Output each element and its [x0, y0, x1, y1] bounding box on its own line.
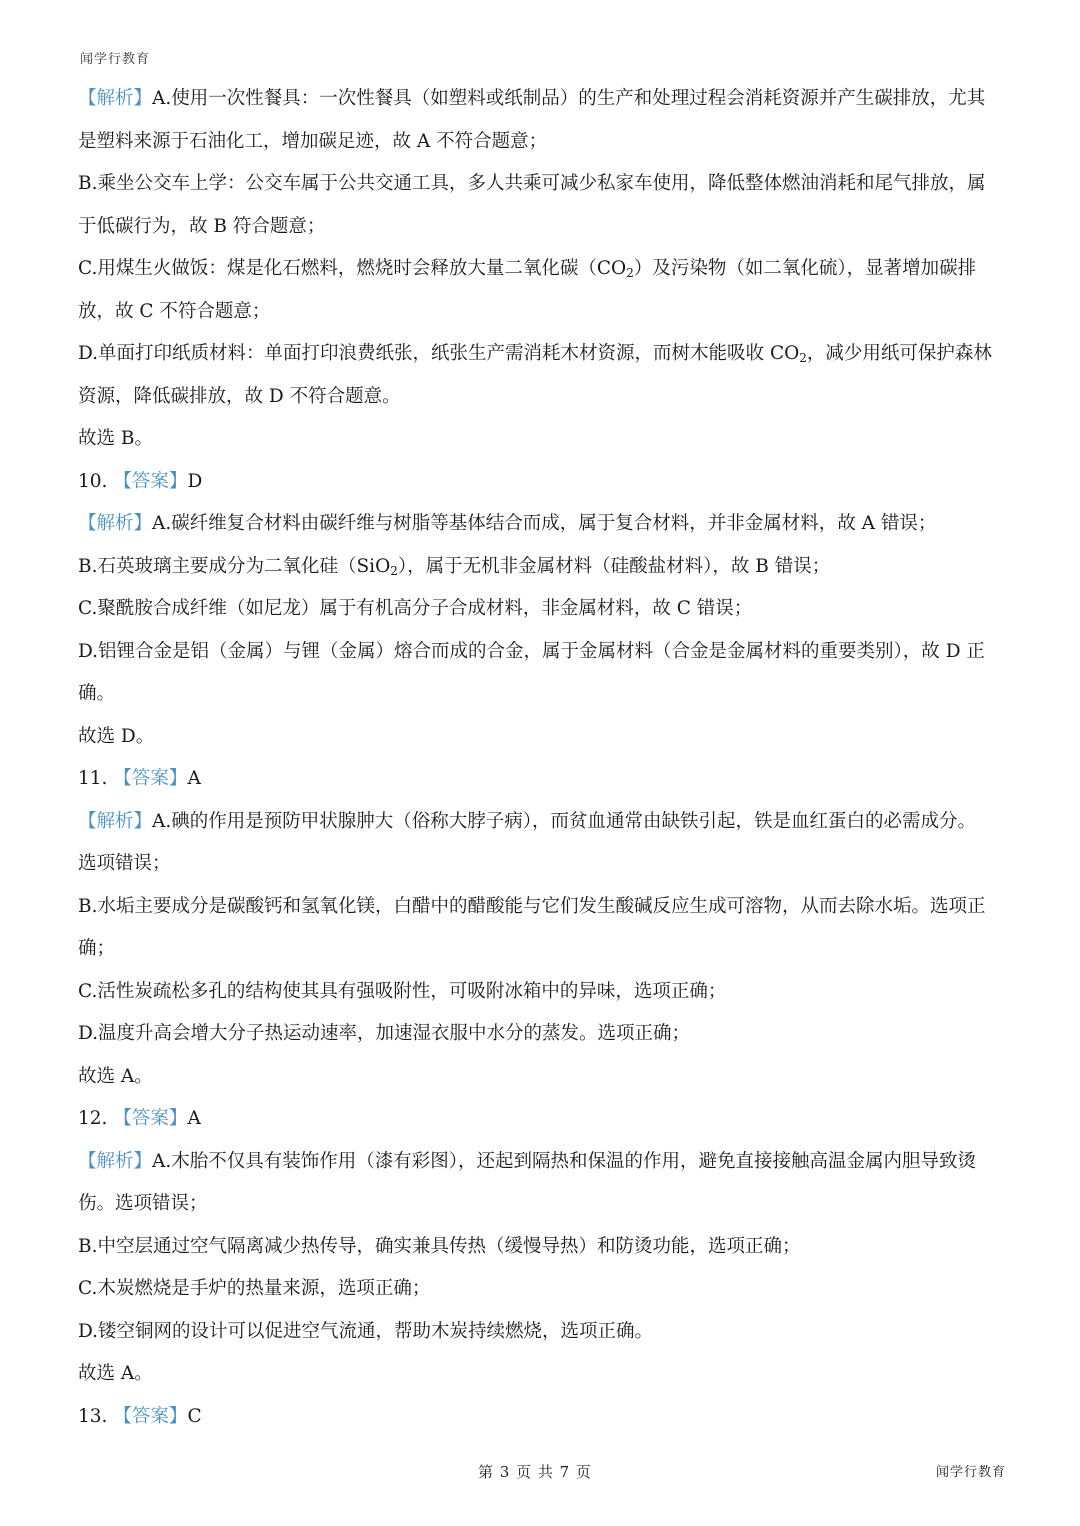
analysis-line [78, 78, 1006, 121]
text-segment: A [187, 768, 201, 789]
header-brand: 闻学行教育 [80, 52, 151, 67]
answer-line [78, 461, 1006, 504]
analysis-line: 于低碳行为，故 B 符合题意； [78, 215, 326, 237]
text-segment: 13. [78, 1405, 108, 1427]
conclusion: 故选 A。 [78, 1363, 153, 1384]
analysis-line: 资源，降低碳排放，故 D 不符合题意。 [78, 385, 401, 407]
analysis-line: 放，故 C 不符合题意； [78, 300, 271, 322]
footer-brand: 闻学行教育 [936, 1465, 1007, 1480]
analysis-line: D.温度升高会增大分子热运动速率，加速湿衣服中水分的蒸发。选项正确； [78, 1023, 691, 1044]
text-segment: C [187, 1405, 202, 1427]
text-segment: ，减少用纸可保护森林 [806, 343, 992, 364]
answer-tag: 【答案】 [113, 1108, 188, 1129]
analysis-line [78, 801, 1006, 844]
page-number: 第 3 页 共 7 页 [478, 1463, 592, 1481]
text-segment: A.使用一次性餐具：一次性餐具（如塑料或纸制品）的生产和处理过程会消耗资源并产生碳排放，尤其 [152, 88, 986, 109]
analysis-line: B.中空层通过空气隔离减少热传导，确实兼具传热（缓慢导热）和防烫功能，选项正确； [78, 1235, 801, 1257]
answer-line [78, 1396, 1006, 1439]
text-segment: A.木胎不仅具有装饰作用（漆有彩图），还起到隔热和保温的作用，避免直接接触高温金属内胆导致烫 [152, 1150, 977, 1172]
subscript: 2 [799, 351, 807, 365]
analysis-line [78, 546, 1006, 589]
text-segment: D [187, 470, 203, 492]
analysis-line: 伤。选项错误； [78, 1193, 208, 1214]
analysis-line: D.铝锂合金是铝（金属）与锂（金属）熔合而成的合金，属于金属材料（合金是金属材料的重要类别），故 D 正 [78, 640, 985, 662]
text-segment: A.碘的作用是预防甲状腺肿大（俗称大脖子病），而贫血通常由缺铁引起，铁是血红蛋白的必需成分。 [152, 810, 977, 832]
subscript: 2 [390, 563, 398, 578]
analysis-line: B.水垢主要成分是碳酸钙和氢氧化镁，白醋中的醋酸能与它们发生酸碱反应生成可溶物，从而去除水垢。选项正 [78, 895, 986, 917]
analysis-line: C.聚酰胺合成纤维（如尼龙）属于有机高分子合成材料，非金属材料，故 C 错误； [78, 598, 753, 619]
analysis-tag: 【解析】 [78, 88, 153, 109]
conclusion: 故选 B。 [78, 428, 153, 449]
text-segment: 11. [78, 768, 108, 789]
analysis-line [78, 248, 1006, 291]
answer-tag: 【答案】 [113, 1405, 188, 1427]
answer-tag: 【答案】 [113, 470, 188, 492]
subscript: 2 [626, 266, 634, 280]
analysis-tag: 【解析】 [78, 810, 153, 832]
analysis-line [78, 333, 1006, 376]
text-segment: ）及污染物（如二氧化硫），显著增加碳排 [633, 258, 977, 279]
analysis-line: D.镂空铜网的设计可以促进空气流通，帮助木炭持续燃烧，选项正确。 [78, 1320, 654, 1342]
conclusion: 故选 D。 [78, 725, 155, 747]
answer-line [78, 1098, 1006, 1141]
analysis-line: C.活性炭疏松多孔的结构使其具有强吸附性，可吸附冰箱中的异味，选项正确； [78, 980, 727, 1002]
text-segment: 10. [78, 470, 108, 492]
analysis-line: 是塑料来源于石油化工，增加碳足迹，故 A 不符合题意； [78, 130, 548, 152]
analysis-tag: 【解析】 [78, 513, 153, 534]
analysis-line: 选项错误； [78, 853, 171, 874]
analysis-line: B.乘坐公交车上学：公交车属于公共交通工具，多人共乘可减少私家车使用，降低整体燃油消耗和尾气排放，属 [78, 173, 986, 194]
document-body [78, 78, 1006, 1438]
conclusion: 故选 A。 [78, 1065, 153, 1087]
text-segment: A [187, 1108, 201, 1129]
text-segment: 12. [78, 1108, 108, 1129]
text-segment: D.单面打印纸质材料：单面打印浪费纸张，纸张生产需消耗木材资源，而树木能吸收 CO [78, 343, 800, 364]
analysis-line: 确； [78, 938, 116, 959]
answer-tag: 【答案】 [113, 768, 188, 789]
analysis-line: C.木炭燃烧是手炉的热量来源，选项正确； [78, 1278, 431, 1299]
analysis-line: 确。 [78, 683, 116, 704]
text-segment: ），属于无机非金属材料（硅酸盐材料），故 B 错误； [397, 555, 831, 577]
answer-line [78, 758, 1006, 801]
text-segment: A.碳纤维复合材料由碳纤维与树脂等基体结合而成，属于复合材料，并非金属材料，故 A 错误； [152, 513, 937, 534]
analysis-line [78, 503, 1006, 546]
text-segment: C.用煤生火做饭：煤是化石燃料，燃烧时会释放大量二氧化碳（CO [78, 258, 627, 279]
analysis-line [78, 1141, 1006, 1184]
analysis-tag: 【解析】 [78, 1150, 153, 1172]
text-segment: B.石英玻璃主要成分为二氧化硅（SiO [78, 555, 391, 577]
